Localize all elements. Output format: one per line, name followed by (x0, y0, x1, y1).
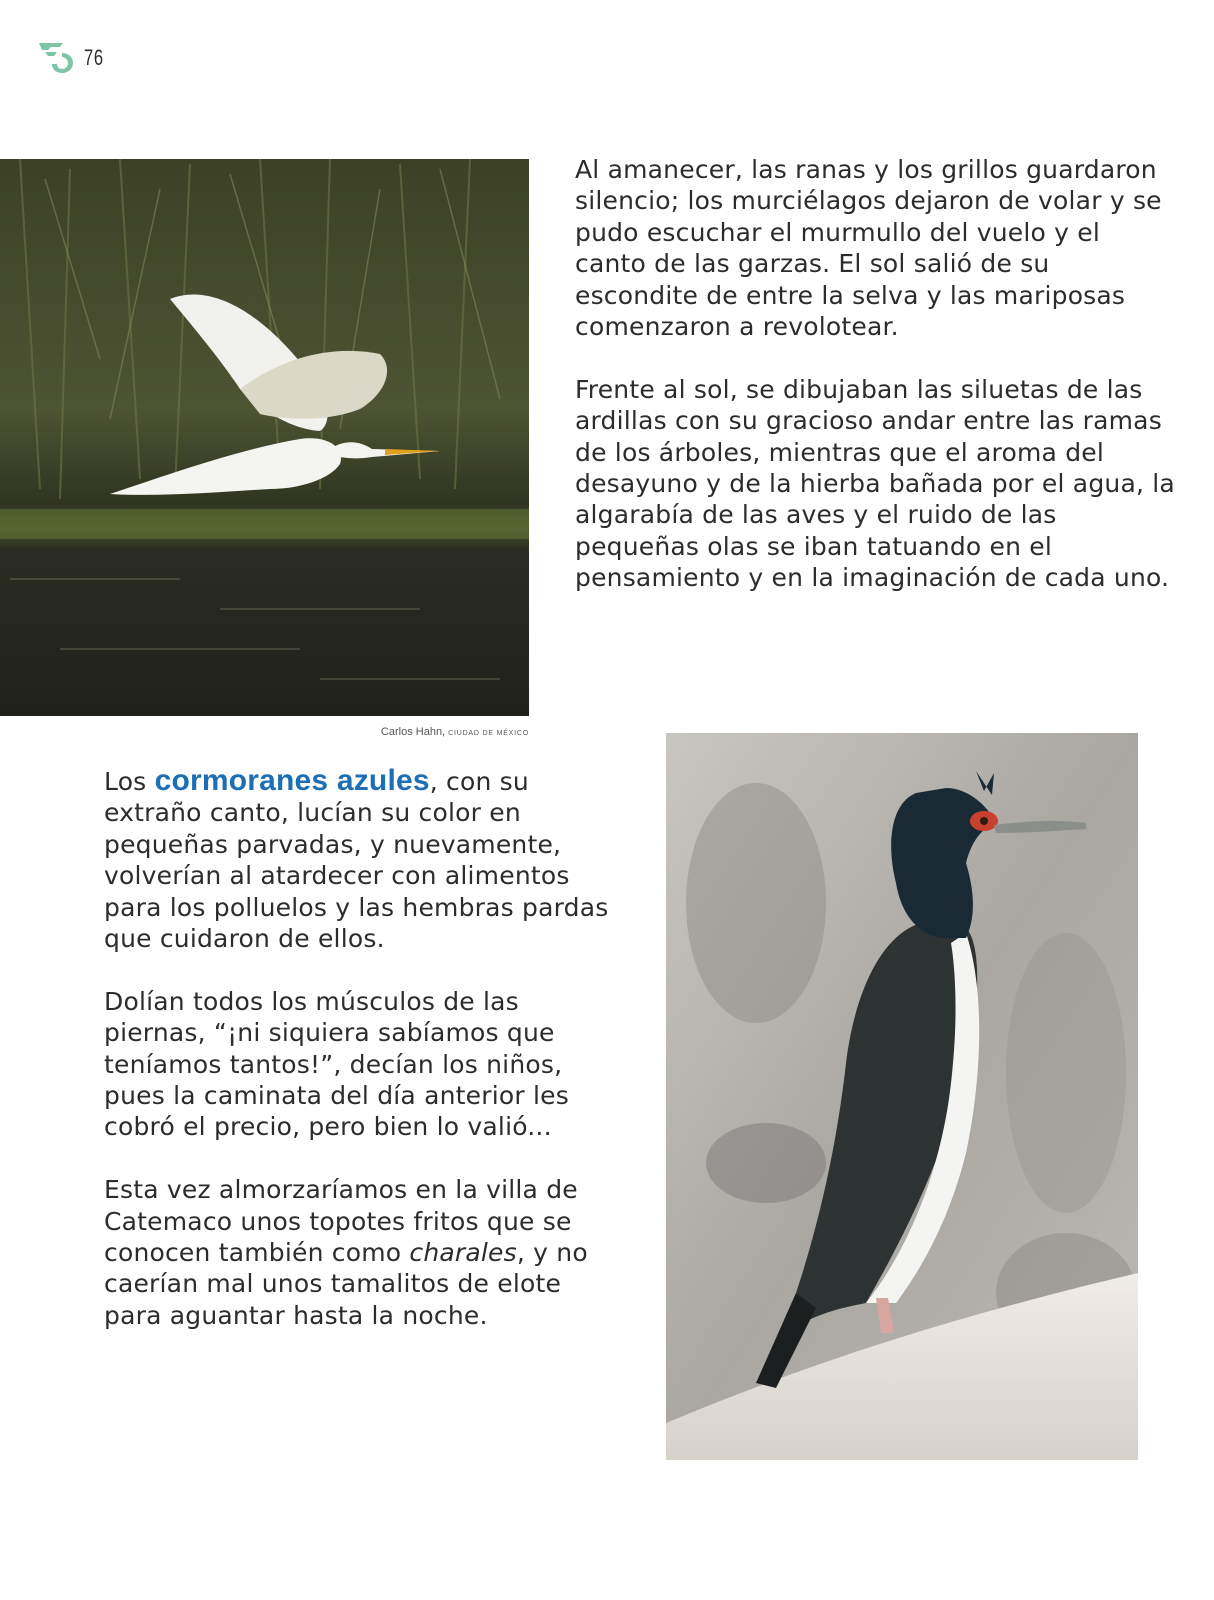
page-number: 76 (84, 45, 104, 70)
narrative-left-column (104, 765, 624, 1331)
italic-term: charales (409, 1238, 517, 1268)
paragraph-text: , con su extraño canto, lucían su color en pequeñas parvadas, y nuevamente, volverían al atardecer con alimentos para los polluelos y las hembras pardas que cuidaron de ellos. (104, 767, 609, 954)
paragraph (104, 1174, 624, 1331)
photo-credit-name: Carlos Hahn, (380, 726, 446, 738)
paragraph-text: Esta vez almorzaríamos en la villa de Catemaco unos topotes fritos que se conocen también como (104, 1175, 578, 1268)
paragraph (104, 765, 624, 954)
highlighted-term: cormoranes azules (154, 764, 430, 797)
paragraph: Frente al sol, se dibujaban las siluetas de las ardillas con su gracioso andar entre las ramas de los árboles, mientras que el aroma del desayuno y de la hierba bañada por el agua, la algarabía de las aves y el ruido de las pequeñas olas se iban tatuando en el pensamiento y en la imaginación de cada uno. (575, 374, 1175, 593)
book-logo-icon (38, 41, 76, 75)
photo-credit (300, 726, 529, 738)
paragraph-text: Los (104, 767, 155, 796)
paragraph: Dolían todos los músculos de las piernas, “¡ni siquiera sabíamos que teníamos tantos!”, decían los niños, pues la caminata del día anterior les cobró el precio, pero bien lo valió... (104, 986, 569, 1142)
paragraph-text: , y no caerían mal unos tamalitos de elote para aguantar hasta la noche. (104, 1238, 588, 1330)
photo-credit-place: CIUDAD DE MÉXICO (448, 730, 529, 737)
cormorant-photo (666, 733, 1138, 1460)
paragraph: Al amanecer, las ranas y los grillos guardaron silencio; los murciélagos dejaron de volar y se pudo escuchar el murmullo del vuelo y el canto de las garzas. El sol salió de su escondite de entre la selva y las mariposas comenzaron a revolotear. (575, 155, 1162, 342)
narrative-right-column (575, 154, 1175, 594)
page-header (38, 40, 110, 76)
egret-photo (0, 159, 529, 716)
